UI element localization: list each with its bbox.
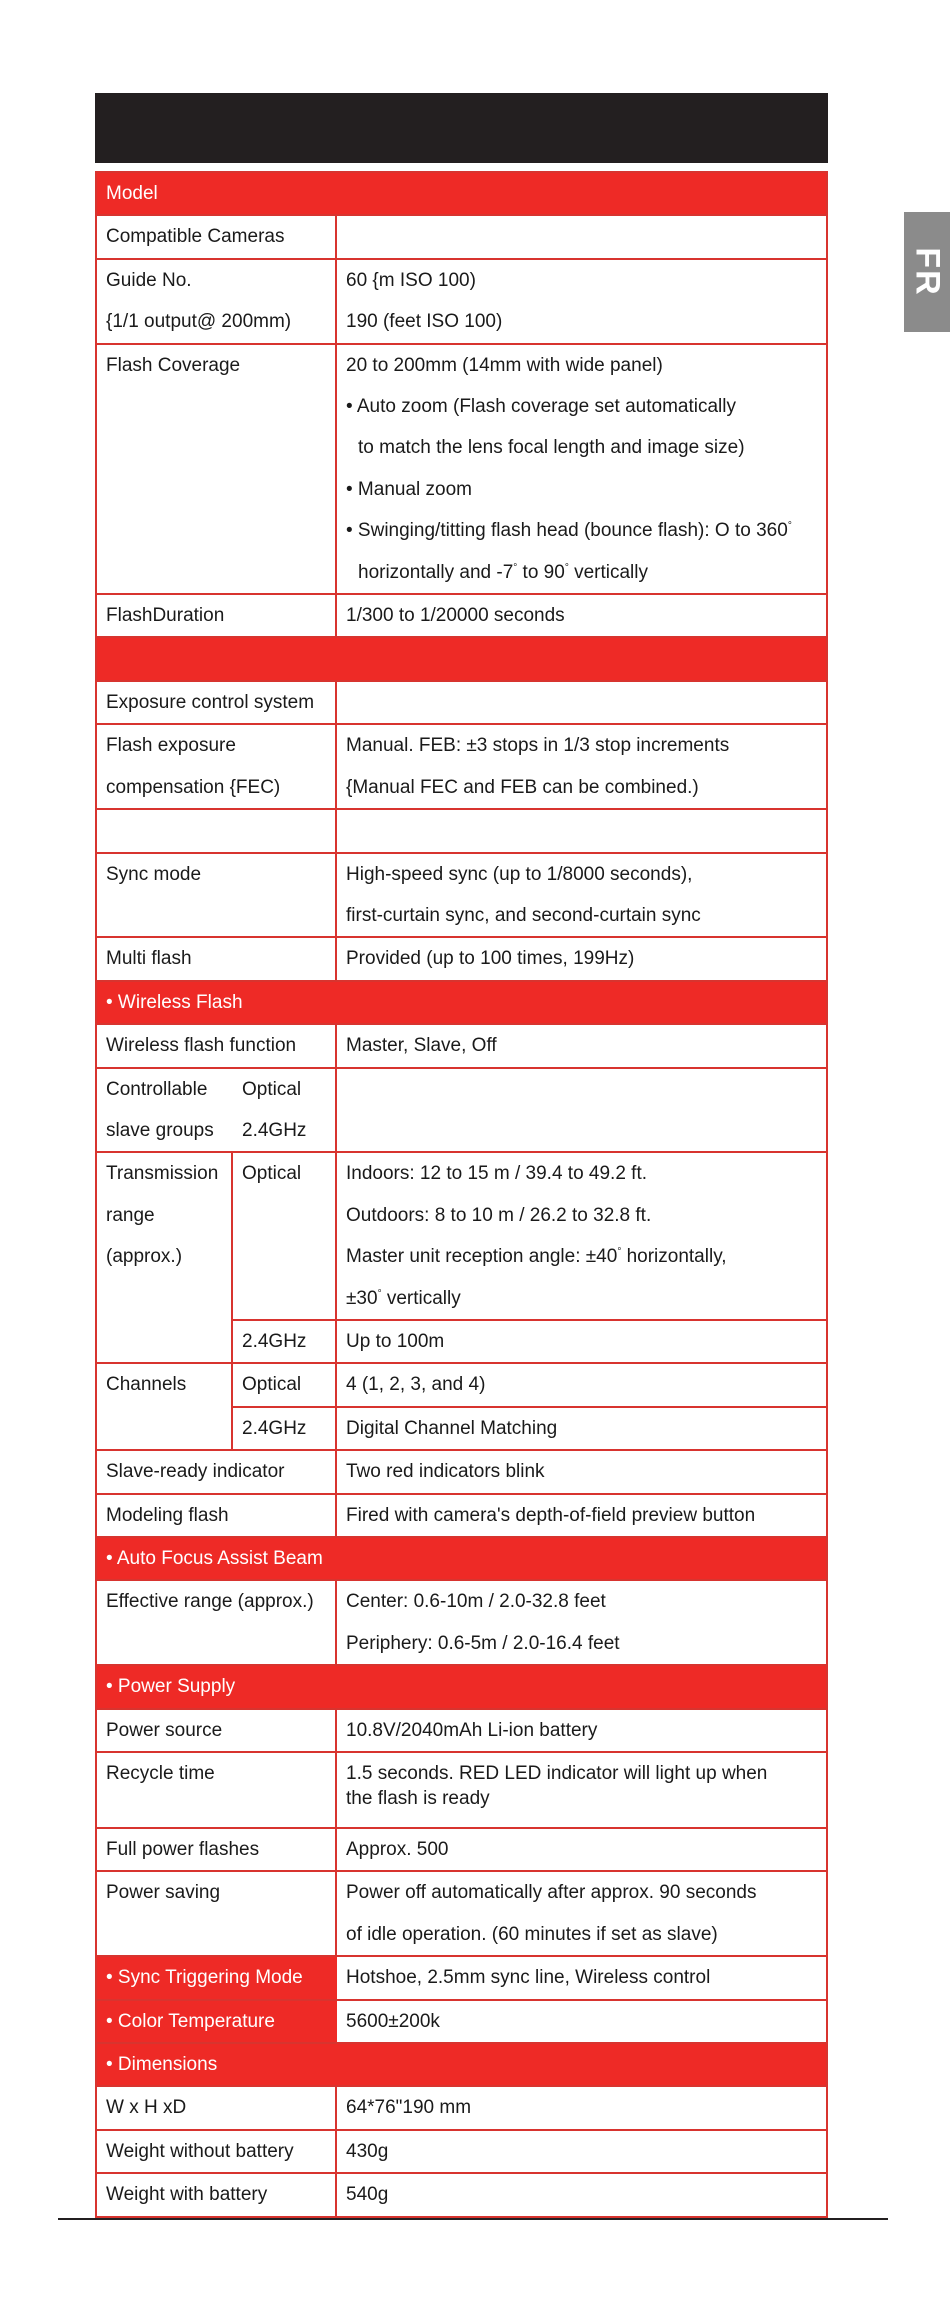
controllable-value bbox=[337, 1069, 826, 1152]
sync-trigger-label: • Sync Triggering Mode bbox=[97, 1957, 337, 1998]
full-power-value: Approx. 500 bbox=[346, 1839, 449, 1861]
flash-duration-label: FlashDuration bbox=[97, 595, 337, 636]
color-temperature-label: • Color Temperature bbox=[97, 2001, 337, 2042]
transmission-ghz-label: 2.4GHz bbox=[233, 1321, 337, 1362]
language-tab-label: FR bbox=[908, 247, 947, 297]
sync-trigger-value: Hotshoe, 2.5mm sync line, Wireless control bbox=[346, 1967, 711, 1989]
power-saving-label: Power saving bbox=[97, 1872, 337, 1955]
section-af-assist bbox=[97, 1536, 826, 1579]
row-weight-without bbox=[97, 2129, 826, 2172]
channels-optical-label: Optical bbox=[233, 1364, 337, 1405]
section-wireless-flash-label: • Wireless Flash bbox=[106, 991, 243, 1013]
row-effective-range bbox=[97, 1579, 826, 1664]
compatible-cameras-value bbox=[337, 216, 826, 257]
power-source-label: Power source bbox=[97, 1710, 337, 1751]
color-temperature-value: 5600±200k bbox=[346, 2010, 440, 2032]
language-tab bbox=[904, 212, 950, 332]
exposure-control-label: Exposure control system bbox=[97, 682, 337, 723]
fec-label: Flash exposure compensation {FEC) bbox=[97, 725, 337, 808]
transmission-optical-value: Indoors: 12 to 15 m / 39.4 to 49.2 ft. Outdoors: 8 to 10 m / 26.2 to 32.8 ft. Master unit reception angle: ±40° horizontally, ±30° vertically bbox=[346, 1163, 727, 1309]
section-power-supply bbox=[97, 1664, 826, 1707]
recycle-time-value: 1.5 seconds. RED LED indicator will light up when the flash is ready bbox=[346, 1763, 768, 1810]
wireless-function-value: Master, Slave, Off bbox=[346, 1035, 497, 1057]
row-flash-duration bbox=[97, 593, 826, 636]
power-saving-value: Power off automatically after approx. 90 seconds of idle operation. (60 minutes if set as slave) bbox=[346, 1882, 757, 1945]
sync-mode-label: Sync mode bbox=[97, 854, 337, 937]
section-power-supply-label: • Power Supply bbox=[106, 1676, 236, 1698]
controllable-label: Controllable slave groups bbox=[106, 1078, 214, 1141]
channels-ghz-label: 2.4GHz bbox=[233, 1408, 337, 1449]
sync-mode-value: High-speed sync (up to 1/8000 seconds), first-curtain sync, and second-curtain sync bbox=[346, 863, 701, 926]
full-power-label: Full power flashes bbox=[97, 1829, 337, 1870]
row-compatible-cameras bbox=[97, 214, 826, 257]
flash-coverage-value: 20 to 200mm (14mm with wide panel) • Auto zoom (Flash coverage set automatically to match the lens focal length and image size) • Manual zoom • Swinging/titting flash head (bounce flash): O to 360° horizontally and -7° to 90° vertically bbox=[346, 354, 792, 583]
row-color-temperature bbox=[97, 1999, 826, 2042]
slave-ready-value: Two red indicators blink bbox=[346, 1461, 545, 1483]
row-empty bbox=[97, 808, 826, 851]
header-black-bar bbox=[95, 93, 828, 163]
row-exposure-control bbox=[97, 680, 826, 723]
row-weight-with bbox=[97, 2172, 826, 2215]
modeling-flash-value: Fired with camera's depth-of-field preview button bbox=[346, 1504, 756, 1526]
row-sync-trigger bbox=[97, 1955, 826, 1998]
row-wireless-function bbox=[97, 1023, 826, 1066]
multi-flash-label: Multi flash bbox=[97, 938, 337, 979]
section-dimensions bbox=[97, 2042, 826, 2085]
whd-value: 64*76"190 mm bbox=[346, 2097, 472, 2119]
weight-with-label: Weight with battery bbox=[97, 2174, 337, 2215]
weight-without-label: Weight without battery bbox=[97, 2131, 337, 2172]
row-channels bbox=[97, 1362, 826, 1449]
transmission-ghz-value: Up to 100m bbox=[346, 1330, 445, 1352]
row-full-power bbox=[97, 1827, 826, 1870]
guide-no-value: 60 {m ISO 100) 190 (feet ISO 100) bbox=[346, 269, 503, 333]
recycle-time-label: Recycle time bbox=[97, 1753, 337, 1827]
row-flash-coverage bbox=[97, 343, 826, 593]
channels-optical-value: 4 (1, 2, 3, and 4) bbox=[346, 1374, 486, 1396]
row-whd bbox=[97, 2085, 826, 2128]
transmission-optical-label: Optical bbox=[233, 1153, 337, 1319]
row-controllable-groups bbox=[97, 1067, 826, 1152]
section-dimensions-label: • Dimensions bbox=[106, 2054, 218, 2076]
flash-duration-value: 1/300 to 1/20000 seconds bbox=[346, 605, 565, 627]
row-fec bbox=[97, 723, 826, 808]
weight-without-value: 430g bbox=[346, 2140, 389, 2162]
effective-range-label: Effective range (approx.) bbox=[97, 1581, 337, 1664]
row-modeling-flash bbox=[97, 1493, 826, 1536]
guide-no-label: Guide No. {1/1 output@ 200mm) bbox=[97, 260, 337, 343]
section-model bbox=[97, 173, 826, 214]
specifications-table bbox=[95, 171, 828, 2218]
modeling-flash-label: Modeling flash bbox=[97, 1495, 337, 1536]
section-af-assist-label: • Auto Focus Assist Beam bbox=[106, 1548, 323, 1569]
weight-with-value: 540g bbox=[346, 2184, 389, 2206]
multi-flash-value: Provided (up to 100 times, 199Hz) bbox=[346, 948, 635, 970]
whd-label: W x H xD bbox=[97, 2087, 337, 2128]
transmission-label: Transmission range (approx.) bbox=[97, 1153, 233, 1362]
section-model-label: Model bbox=[106, 183, 158, 204]
compatible-cameras-label: Compatible Cameras bbox=[97, 216, 337, 257]
footer-rule bbox=[58, 2218, 888, 2220]
row-power-source bbox=[97, 1708, 826, 1751]
fec-value: Manual. FEB: ±3 stops in 1/3 stop increments {Manual FEC and FEB can be combined.) bbox=[346, 735, 730, 798]
channels-label: Channels bbox=[97, 1364, 233, 1449]
exposure-control-value bbox=[337, 682, 826, 723]
effective-range-value: Center: 0.6-10m / 2.0-32.8 feet Periphery: 0.6-5m / 2.0-16.4 feet bbox=[346, 1591, 620, 1654]
wireless-function-label: Wireless flash function bbox=[97, 1025, 337, 1066]
row-transmission-range bbox=[97, 1151, 826, 1362]
row-power-saving bbox=[97, 1870, 826, 1955]
slave-ready-label: Slave-ready indicator bbox=[97, 1451, 337, 1492]
section-wireless-flash bbox=[97, 980, 826, 1023]
row-multi-flash bbox=[97, 936, 826, 979]
flash-coverage-label: Flash Coverage bbox=[97, 345, 337, 593]
controllable-sub-label: Optical 2.4GHz bbox=[233, 1069, 337, 1152]
row-sync-mode bbox=[97, 852, 826, 937]
channels-ghz-value: Digital Channel Matching bbox=[346, 1417, 558, 1439]
section-blank bbox=[97, 636, 826, 679]
row-guide-no bbox=[97, 258, 826, 343]
power-source-value: 10.8V/2040mAh Li-ion battery bbox=[346, 1719, 598, 1741]
row-slave-ready bbox=[97, 1449, 826, 1492]
row-recycle-time bbox=[97, 1751, 826, 1827]
